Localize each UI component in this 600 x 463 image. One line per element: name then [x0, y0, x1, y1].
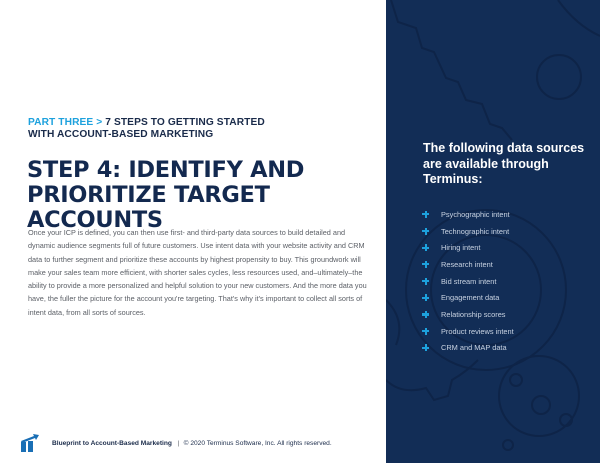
section-kicker	[28, 117, 265, 141]
kicker-separator: >	[93, 117, 106, 128]
data-sources-list	[422, 206, 514, 356]
plus-icon	[422, 278, 429, 285]
list-item-label: Engagement data	[441, 293, 500, 303]
section-line-1: 7 STEPS TO GETTING STARTED	[105, 117, 265, 128]
list-item	[422, 323, 514, 340]
footer	[20, 432, 332, 454]
plus-icon	[422, 244, 429, 251]
sidebar-heading: The following data sources are available through Terminus:	[423, 141, 585, 186]
plus-icon	[422, 311, 429, 318]
list-item-label: Relationship scores	[441, 309, 506, 319]
body-paragraph: Once your ICP is defined, you can then use first- and third-party data sources to build detailed and dynamic audience segments full of future customers. Use intent data with your website activity and CRM data to further segment and prioritize these accounts by highest propensity to buy. This groundwork will make your sales team more efficient, with shorter sales cycles, less resources used, and–ultimately–the ability to provide a more personalized and helpful solution to your new customers. And the more data you have, the fuller the picture for the account you're targeting. That's why it's important to collect all sorts of intent data, from all sorts of sources.	[28, 228, 367, 317]
page-title	[27, 158, 386, 233]
list-item	[422, 289, 514, 306]
list-item	[422, 239, 514, 256]
list-item	[422, 306, 514, 323]
list-item	[422, 256, 514, 273]
plus-icon	[422, 261, 429, 268]
list-item-label: Bid stream intent	[441, 276, 497, 286]
list-item	[422, 206, 514, 223]
plus-icon	[422, 328, 429, 335]
terminus-logo-icon	[20, 433, 40, 453]
plus-icon	[422, 228, 429, 235]
list-item-label: Product reviews intent	[441, 326, 514, 336]
footer-text	[52, 440, 332, 447]
plus-icon	[422, 344, 429, 351]
list-item-label: Technographic intent	[441, 226, 510, 236]
list-item	[422, 340, 514, 357]
list-item-label: Psychographic intent	[441, 209, 510, 219]
list-item-label: Hiring intent	[441, 243, 481, 253]
footer-copyright: © 2020 Terminus Software, Inc. All rights reserved.	[183, 439, 332, 447]
list-item-label: Research intent	[441, 259, 493, 269]
title-line-1: STEP 4: IDENTIFY AND	[27, 157, 305, 183]
list-item-label: CRM and MAP data	[441, 343, 507, 353]
title-line-2: PRIORITIZE TARGET ACCOUNTS	[27, 182, 270, 233]
section-line-2: WITH ACCOUNT-BASED MARKETING	[28, 129, 214, 140]
footer-doc-title: Blueprint to Account-Based Marketing	[52, 439, 172, 447]
plus-icon	[422, 211, 429, 218]
part-label: PART THREE	[28, 117, 94, 128]
list-item	[422, 273, 514, 290]
plus-icon	[422, 294, 429, 301]
list-item	[422, 223, 514, 240]
sidebar-panel	[386, 0, 600, 463]
footer-separator: |	[177, 439, 180, 447]
